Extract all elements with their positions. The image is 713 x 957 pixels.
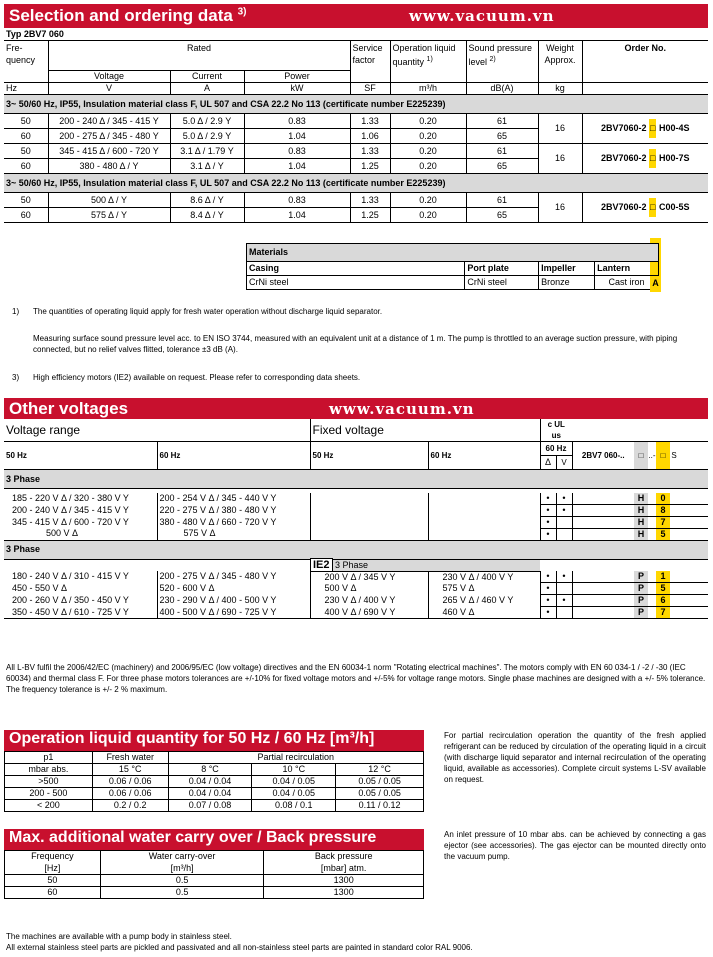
materials-h-lantern: Lantern [597,263,631,273]
cell-power: 1.04 [244,129,350,144]
selection-title: Selection and ordering data $^{3)}$ [9,6,247,25]
cell: 0.5 [100,887,264,899]
unit-sf: SF [350,83,390,95]
cell-sf: 1.25 [350,159,390,174]
carry-title: Max. additional water carry over / Back pressure [9,829,377,846]
col-order-no: Order No. [624,43,666,53]
unit-db: dB(A) [466,83,538,95]
col-sound: Sound pressure level $^{2)}$ [466,41,538,83]
code-box1: □ [634,442,648,470]
fixed60: 230 V Δ / 400 V Y [428,571,540,583]
delta-symbol: Δ [540,456,556,470]
cell-db: 65 [466,159,538,174]
opliquid-header-bar [4,730,424,751]
materials-h-casing: Casing [247,262,465,276]
cell-voltage: 380 - 480 Δ / Y [48,159,170,174]
delta-dot: • [540,493,556,505]
code-number: 1 [656,571,670,583]
y-dot: • [556,595,572,607]
unit-v: V [48,83,170,95]
delta-dot: • [540,583,556,595]
cell-voltage: 345 - 415 Δ / 600 - 720 Y [48,144,170,159]
cell: 0.05 / 0.05 [358,776,401,786]
cell-q: 0.20 [390,193,466,208]
table-row: 50 [4,144,48,159]
note-1: 1) The quantities of operating liquid apply for fresh water operation without discharge liquid separator. [12,307,383,316]
h-partial: Partial recirculation [257,752,335,762]
table-row: 60 [4,159,48,174]
cell: 0.2 / 0.2 [92,800,168,812]
u-mbar: [mbar] atm. [320,862,367,873]
ie2-band: IE2 3 Phase [310,559,540,571]
motors-footnote: All L-BV fulfil the 2006/42/EC (machinery) and 2006/95/EC (low voltage) directives and the EN 60034-1 norm "Rotating electrical machines". The motors comply with EN 60 034-1 / -2 / -30 (IEC 60034) and thermal class F. For three phase motors tolerances are +/-10% for fixed voltage motors and +/-5% for voltage range motors. Single phase machines are designed with a +/- 5% tolerance. The frequency tolerance is +/- 2 % maximum. [6,663,706,694]
col-service-factor: Service factor [350,41,390,83]
cell-current: 3.1 Δ / 1.79 Y [170,144,244,159]
table-row: 60 [5,887,101,899]
footer-line-2: All external stainless steel parts are pickled and passivated and all non-stainless steel parts are painted in standard color RAL 9006. [6,943,473,952]
cell-power: 0.83 [244,193,350,208]
note-3: 3) High efficiency motors (IE2) available on request. Please refer to corresponding data sheets. [12,373,361,382]
hz60-range: 60 Hz [157,442,310,470]
range50: 180 - 240 V Δ / 310 - 415 V Y [12,571,129,582]
range60: 520 - 600 V Δ [157,583,310,595]
cell-power: 0.83 [244,114,350,129]
unit-a: A [170,83,244,95]
delta-dot: • [540,516,556,528]
cell-db: 65 [466,208,538,223]
h-temp: 8 °C [168,764,252,776]
cell: 1300 [333,887,354,897]
y-dot: • [556,504,572,516]
code-letter: P [634,607,648,619]
col-rated: Rated [48,41,350,71]
order-no-2: 2BV7060-2 □ H00-7S [582,144,708,174]
hz60-fixed: 60 Hz [428,442,540,470]
y-symbol: V [556,456,572,470]
cell: 0.04 / 0.05 [252,776,336,788]
h-temp: 10 °C [252,764,336,776]
order-no-3: 2BV7060-2 □ C00-5S [582,193,708,223]
cell-sf: 1.33 [350,193,390,208]
other-voltages-header-bar [4,398,708,419]
ul-logo-icon: c UL us [547,420,565,440]
range60: 380 - 480 V Δ / 660 - 720 V Y [157,516,310,528]
code-number: 6 [656,595,670,607]
cell-current: 5.0 Δ / 2.9 Y [170,114,244,129]
cell-sf: 1.33 [350,114,390,129]
cell-current: 8.6 Δ / Y [170,193,244,208]
code-prefix: 2BV7 060-.. [581,451,625,460]
range60: 575 V Δ [157,528,310,540]
voltage-range-header: Voltage range [4,419,310,442]
cell-weight: 16 [538,114,582,144]
col-voltage: Voltage [48,71,170,83]
cell: 0.07 / 0.08 [168,800,252,812]
unit-hz: Hz [4,83,48,95]
fixed-voltage-header: Fixed voltage [310,419,540,442]
fixed50: 230 V Δ / 400 V Y [310,595,428,607]
cell: 0.5 [100,875,264,887]
cell: 0.08 / 0.1 [252,800,336,812]
range50: 345 - 415 V Δ / 600 - 720 V Y [12,516,129,527]
cell: 0.06 / 0.06 [92,788,168,800]
range50: 200 - 260 V Δ / 350 - 450 V Y [12,595,129,605]
table-row: 50 [4,193,48,208]
cell-q: 0.20 [390,114,466,129]
range50: 350 - 450 V Δ / 610 - 725 V Y [12,606,129,617]
phase1-label: 3 Phase [6,473,41,484]
h-water: Water carry-over [100,851,264,863]
table-row: 60 [4,129,48,144]
materials-table [246,243,659,290]
h-temp: 15 °C [92,764,168,776]
h-p1: p1 [5,752,93,764]
code-number: 7 [656,516,670,528]
materials-casing: CrNi steel [247,276,465,290]
cell-sf: 1.33 [350,144,390,159]
col-op-liquid: Operation liquid quantity $^{1)}$ [390,41,466,83]
y-dot [556,528,572,540]
cell-power: 0.83 [244,144,350,159]
cell: 0.05 / 0.05 [358,788,401,798]
h-back: Back pressure [314,851,373,862]
cell-db: 61 [466,114,538,129]
cell: 0.04 / 0.05 [252,788,336,800]
cell-db: 61 [466,144,538,159]
cell: 0.04 / 0.04 [168,788,252,800]
cell-db: 61 [466,193,538,208]
cell-weight: 16 [538,144,582,174]
cell-current: 3.1 Δ / Y [170,159,244,174]
cell-weight: 16 [538,193,582,223]
unit-m3h: m³/h [390,83,466,95]
cell-voltage: 200 - 240 Δ / 345 - 415 Y [48,114,170,129]
group1-label: 3~ 50/60 Hz, IP55, Insulation material class F, UL 507 and CSA 22.2 No 113 (certificate number E225239) [6,98,446,109]
code-letter: H [634,493,648,505]
cell-voltage: 500 Δ / Y [48,193,170,208]
unit-kw: kW [244,83,350,95]
cell: 0.11 / 0.12 [358,800,401,810]
watermark: www.vacuum.vn [409,7,555,25]
col-weight: Weight Approx. [538,41,582,83]
code-letter: P [634,595,648,607]
selection-header-bar [4,4,708,28]
cell-db: 65 [466,129,538,144]
cell-voltage: 575 Δ / Y [48,208,170,223]
materials-title: Materials [249,247,289,257]
h-frequency: Frequency [5,851,101,863]
range50: 500 V Δ [46,528,79,539]
code-number: 5 [656,528,670,540]
h-temp: 12 °C [368,764,391,774]
y-dot [556,583,572,595]
note-2: Measuring surface sound pressure level acc. to EN ISO 3744, measured with an equivalent unit at a distance of 1 m. The pump is throttled to an average suction pressure, with piping connected, but no relief valves flitted, tolerance ±3 dB (A). [33,334,678,354]
cell-q: 0.20 [390,144,466,159]
unit-kg: kg [538,83,582,95]
table-row: 50 [4,114,48,129]
delta-dot: • [540,504,556,516]
other-voltages-title: Other voltages [9,399,129,418]
code-letter: H [634,504,648,516]
carry-table [4,850,424,899]
range60: 220 - 275 V Δ / 380 - 480 V Y [157,504,310,516]
delta-dot: • [540,528,556,540]
cell: 0.04 / 0.04 [168,776,252,788]
range50: 450 - 550 V Δ [12,583,68,593]
carry-header-bar [4,829,424,850]
y-dot: • [556,571,572,583]
cell: 1300 [333,875,354,885]
hz50-fixed: 50 Hz [310,442,428,470]
other-voltages-table [4,419,708,619]
cell-current: 5.0 Δ / 2.9 Y [170,129,244,144]
cell-current: 8.4 Δ / Y [170,208,244,223]
code-number: 5 [656,583,670,595]
cell-voltage: 200 - 275 Δ / 345 - 480 Y [48,129,170,144]
order-no-1: 2BV7060-2 □ H00-4S [582,114,708,144]
materials-impeller: Bronze [539,276,595,290]
materials-lantern: Cast iron [608,277,645,287]
code-letter: H [634,528,648,540]
code-box2: □ [656,442,670,470]
table-row: 60 [4,208,48,223]
y-dot [556,607,572,619]
cell: 0.06 / 0.06 [92,776,168,788]
u-m3h: [m³/h] [100,863,264,875]
selection-table [4,40,708,223]
group2-label: 3~ 50/60 Hz, IP55, Insulation material class F, UL 507 and CSA 22.2 No 113 (certificate number E225239) [6,177,446,188]
h-mbar: mbar abs. [5,764,93,776]
y-dot: • [556,493,572,505]
fixed50: 400 V Δ / 690 V Y [310,607,428,619]
y-dot [556,516,572,528]
hz60-ul: 60 Hz [540,442,572,456]
materials-port: CrNi steel [465,276,539,290]
table-row: >500 [5,776,93,788]
fixed60: 265 V Δ / 460 V Y [428,595,540,607]
table-row: 50 [5,875,101,887]
cell-power: 1.04 [244,159,350,174]
range60: 200 - 254 V Δ / 345 - 440 V Y [157,493,310,505]
delta-dot: • [540,607,556,619]
code-letter: P [634,583,648,595]
code-s: S [671,451,677,460]
carry-side-text: An inlet pressure of 10 mbar abs. can be achieved by connecting a gas ejector (see accessories). The gas ejector can be mounted directly onto the vacuum pump. [444,830,706,861]
range50: 200 - 240 V Δ / 345 - 415 V Y [12,504,129,515]
col-frequency: Fre- quency [4,41,48,83]
watermark: www.vacuum.vn [329,400,475,418]
fixed60: 460 V Δ [428,607,540,619]
table-row: < 200 [5,800,93,812]
delta-dot: • [540,571,556,583]
h-fresh: Fresh water [92,752,168,764]
cell-q: 0.20 [390,208,466,223]
u-hz: [Hz] [5,863,101,875]
hz50-range: 50 Hz [4,442,157,470]
materials-h-port: Port plate [465,262,539,276]
range50: 185 - 220 V Δ / 320 - 380 V Y [12,492,129,503]
opliquid-table [4,751,424,812]
opliquid-title: Operation liquid quantity for 50 Hz / 60 Hz [m³/h] [9,730,375,747]
phase2-label: 3 Phase [6,544,41,554]
materials-code: A [650,276,661,291]
typ-label: Typ 2BV7 060 [6,29,64,39]
code-dots: ..- [648,451,656,460]
code-number: 8 [656,504,670,516]
fixed50: 500 V Δ [310,583,428,595]
code-number: 0 [656,493,670,505]
delta-dot: • [540,595,556,607]
cell-sf: 1.06 [350,129,390,144]
cell-q: 0.20 [390,129,466,144]
cell-q: 0.20 [390,159,466,174]
code-letter: H [634,516,648,528]
col-current: Current [170,71,244,83]
fixed50: 200 V Δ / 345 V Y [310,571,428,583]
col-power: Power [244,71,350,83]
materials-h-impeller: Impeller [539,262,595,276]
code-number: 7 [656,607,670,619]
code-letter: P [634,571,648,583]
range60: 200 - 275 V Δ / 345 - 480 V Y [157,571,310,583]
range60: 400 - 500 V Δ / 690 - 725 V Y [157,607,310,619]
cell-sf: 1.25 [350,208,390,223]
footer-line-1: The machines are available with a pump body in stainless steel. [6,932,232,941]
table-row: 200 - 500 [5,788,93,800]
cell-power: 1.04 [244,208,350,223]
opliquid-side-text: For partial recirculation operation the quantity of the fresh applied refrigerant can be reduced by circulation of the operating liquid in a circuit (with discharge liquid separator and internal recirculation of the operating liquid, available as accessories). Complete circuit systems L-SV available on request. [444,731,706,784]
fixed60: 575 V Δ [428,583,540,595]
range60: 230 - 290 V Δ / 400 - 500 V Y [157,595,310,607]
